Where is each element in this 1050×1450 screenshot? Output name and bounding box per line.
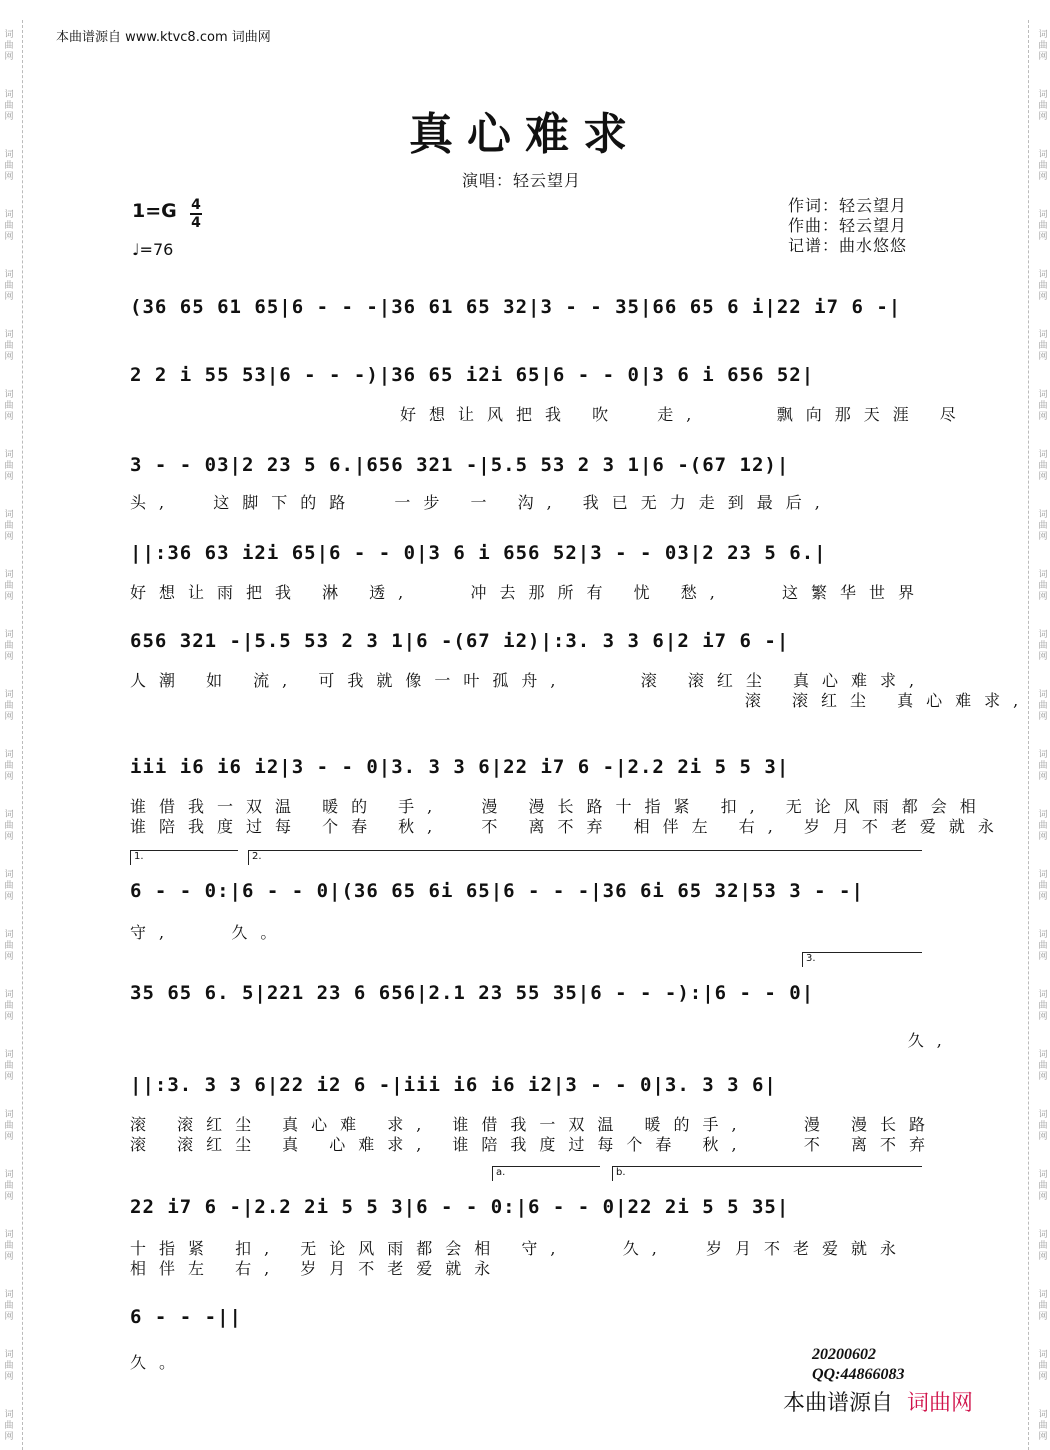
watermark-mark: 词曲网	[4, 1170, 14, 1202]
volta-1: 1.	[130, 850, 238, 865]
watermark-mark: 词曲网	[1038, 450, 1048, 482]
notation-row: 3 - - 03|2 23 5 6.|656 321 -|5.5 53 2 3 1|6 -(67 12)|	[130, 454, 790, 476]
lyric-line: 久,	[130, 1031, 955, 1050]
watermark-mark: 词曲网	[1038, 30, 1048, 62]
watermark-mark: 词曲网	[1038, 90, 1048, 122]
watermark-mark: 词曲网	[1038, 1050, 1048, 1082]
watermark-mark: 词曲网	[1038, 330, 1048, 362]
lyric-line: 十指紧 扣, 无论风雨都会相 守, 久, 岁月不老爱就永	[130, 1239, 909, 1258]
watermark-mark: 词曲网	[4, 90, 14, 122]
lyric-line: 守, 久。	[130, 923, 290, 942]
meter-bottom: 4	[191, 215, 201, 231]
watermark-mark: 词曲网	[4, 30, 14, 62]
time-signature	[190, 198, 202, 230]
lyric-line: 滚 滚红尘 真心难求,	[130, 691, 1032, 710]
watermark-mark: 词曲网	[4, 690, 14, 722]
lyric-line: 谁陪我度过每 个春 秋, 不 离不弃 相伴左 右, 岁月不老爱就永	[130, 817, 1007, 836]
watermark-mark: 词曲网	[4, 570, 14, 602]
watermark-mark: 词曲网	[4, 630, 14, 662]
lyric-line: 人潮 如 流, 可我就像一叶孤舟, 滚 滚红尘 真心难求,	[130, 671, 928, 690]
watermark-mark: 词曲网	[1038, 750, 1048, 782]
watermark-mark: 词曲网	[4, 1110, 14, 1142]
notation-row: (36 65 61 65|6 - - -|36 61 65 32|3 - - 35|66 65 6 i|22 i7 6 -|	[130, 296, 902, 318]
watermark-mark: 词曲网	[1038, 930, 1048, 962]
watermark-mark: 词曲网	[4, 330, 14, 362]
transcriber: 记谱：曲水悠悠	[788, 236, 908, 255]
right-margin-watermark	[1028, 20, 1048, 1450]
volta-2: 2.	[248, 850, 922, 865]
notation-row: 6 - - 0:|6 - - 0|(36 65 6i 65|6 - - -|36 6i 65 32|53 3 - -|	[130, 880, 864, 902]
watermark-mark: 词曲网	[4, 1410, 14, 1442]
date-stamp: 20200602	[812, 1346, 876, 1363]
watermark-mark: 词曲网	[4, 150, 14, 182]
watermark-mark: 词曲网	[1038, 1410, 1048, 1442]
watermark-mark: 词曲网	[1038, 630, 1048, 662]
watermark-mark: 词曲网	[1038, 810, 1048, 842]
footer-brand	[783, 1386, 973, 1417]
watermark-mark: 词曲网	[4, 930, 14, 962]
watermark-mark: 词曲网	[1038, 1170, 1048, 1202]
tempo-mark: ♩=76	[132, 240, 174, 259]
watermark-mark: 词曲网	[1038, 870, 1048, 902]
watermark-mark: 词曲网	[4, 510, 14, 542]
lyric-line: 滚 滚红尘 真 心难求, 谁陪我度过每个春 秋, 不 离不弃	[130, 1135, 938, 1154]
watermark-mark: 词曲网	[1038, 1290, 1048, 1322]
footer-source: 本曲谱源自	[783, 1391, 894, 1416]
key-signature: 1=G	[132, 200, 177, 222]
watermark-mark: 词曲网	[4, 1050, 14, 1082]
volta-b: b.	[612, 1166, 922, 1181]
watermark-mark: 词曲网	[1038, 390, 1048, 422]
watermark-mark: 词曲网	[1038, 1230, 1048, 1262]
notation-row: 22 i7 6 -|2.2 2i 5 5 3|6 - - 0:|6 - - 0|22 2i 5 5 35|	[130, 1196, 790, 1218]
watermark-mark: 词曲网	[1038, 690, 1048, 722]
composer: 作曲：轻云望月	[788, 216, 908, 235]
watermark-mark: 词曲网	[1038, 990, 1048, 1022]
watermark-mark: 词曲网	[4, 810, 14, 842]
watermark-mark: 词曲网	[4, 870, 14, 902]
source-header: 本曲谱源自 www.ktvc8.com 词曲网	[56, 30, 271, 45]
qq-number: QQ:44866083	[812, 1366, 905, 1383]
lyric-line: 头, 这脚下的路 一步 一 沟, 我已无力走到最后,	[130, 493, 833, 512]
lyric-line: 相伴左 右, 岁月不老爱就永	[130, 1259, 504, 1278]
notation-row: 656 321 -|5.5 53 2 3 1|6 -(67 i2)|:3. 3 3 6|2 i7 6 -|	[130, 630, 790, 652]
volta-3: 3.	[802, 952, 922, 967]
lyric-line: 好想让风把我 吹 走, 飘向那天涯 尽	[400, 405, 969, 424]
notation-row: iii i6 i6 i2|3 - - 0|3. 3 3 6|22 i7 6 -|2.2 2i 5 5 3|	[130, 756, 790, 778]
watermark-mark: 词曲网	[1038, 210, 1048, 242]
watermark-mark: 词曲网	[1038, 570, 1048, 602]
notation-row: 2 2 i 55 53|6 - - -)|36 65 i2i 65|6 - - 0|3 6 i 656 52|	[130, 364, 815, 386]
watermark-mark: 词曲网	[1038, 270, 1048, 302]
watermark-mark: 词曲网	[4, 390, 14, 422]
footer-site: 词曲网	[907, 1391, 974, 1416]
watermark-mark: 词曲网	[4, 270, 14, 302]
meter-top: 4	[191, 197, 201, 213]
lyric-line: 久。	[130, 1353, 189, 1372]
left-margin-watermark	[4, 20, 37, 1450]
watermark-mark: 词曲网	[4, 990, 14, 1022]
watermark-mark: 词曲网	[4, 1350, 14, 1382]
watermark-mark: 词曲网	[1038, 510, 1048, 542]
song-title: 真心难求	[409, 109, 641, 160]
watermark-mark: 词曲网	[4, 1230, 14, 1262]
credits	[788, 196, 907, 256]
watermark-mark: 词曲网	[4, 1290, 14, 1322]
watermark-mark: 词曲网	[1038, 150, 1048, 182]
lyric-line: 滚 滚红尘 真心难 求, 谁借我一双温 暖的手, 漫 漫长路	[130, 1115, 938, 1134]
notation-row: ||:36 63 i2i 65|6 - - 0|3 6 i 656 52|3 - - 03|2 23 5 6.|	[130, 542, 827, 564]
watermark-mark: 词曲网	[1038, 1110, 1048, 1142]
watermark-mark: 词曲网	[4, 450, 14, 482]
lyric-line: 谁借我一双温 暖的 手, 漫 漫长路十指紧 扣, 无论风雨都会相	[130, 797, 989, 816]
notation-row: 35 65 6. 5|221 23 6 656|2.1 23 55 35|6 - - -):|6 - - 0|	[130, 982, 815, 1004]
watermark-mark: 词曲网	[4, 750, 14, 782]
watermark-mark: 词曲网	[4, 210, 14, 242]
volta-a: a.	[492, 1166, 600, 1181]
notation-row: ||:3. 3 3 6|22 i2 6 -|iii i6 i6 i2|3 - - 0|3. 3 3 6|	[130, 1074, 777, 1096]
watermark-mark: 词曲网	[1038, 1350, 1048, 1382]
lyricist: 作词：轻云望月	[788, 196, 908, 215]
lyric-line: 好想让雨把我 淋 透, 冲去那所有 忧 愁, 这繁华世界	[130, 583, 928, 602]
singer-line: 演唱：轻云望月	[462, 171, 582, 190]
notation-row: 6 - - -||	[130, 1306, 242, 1328]
